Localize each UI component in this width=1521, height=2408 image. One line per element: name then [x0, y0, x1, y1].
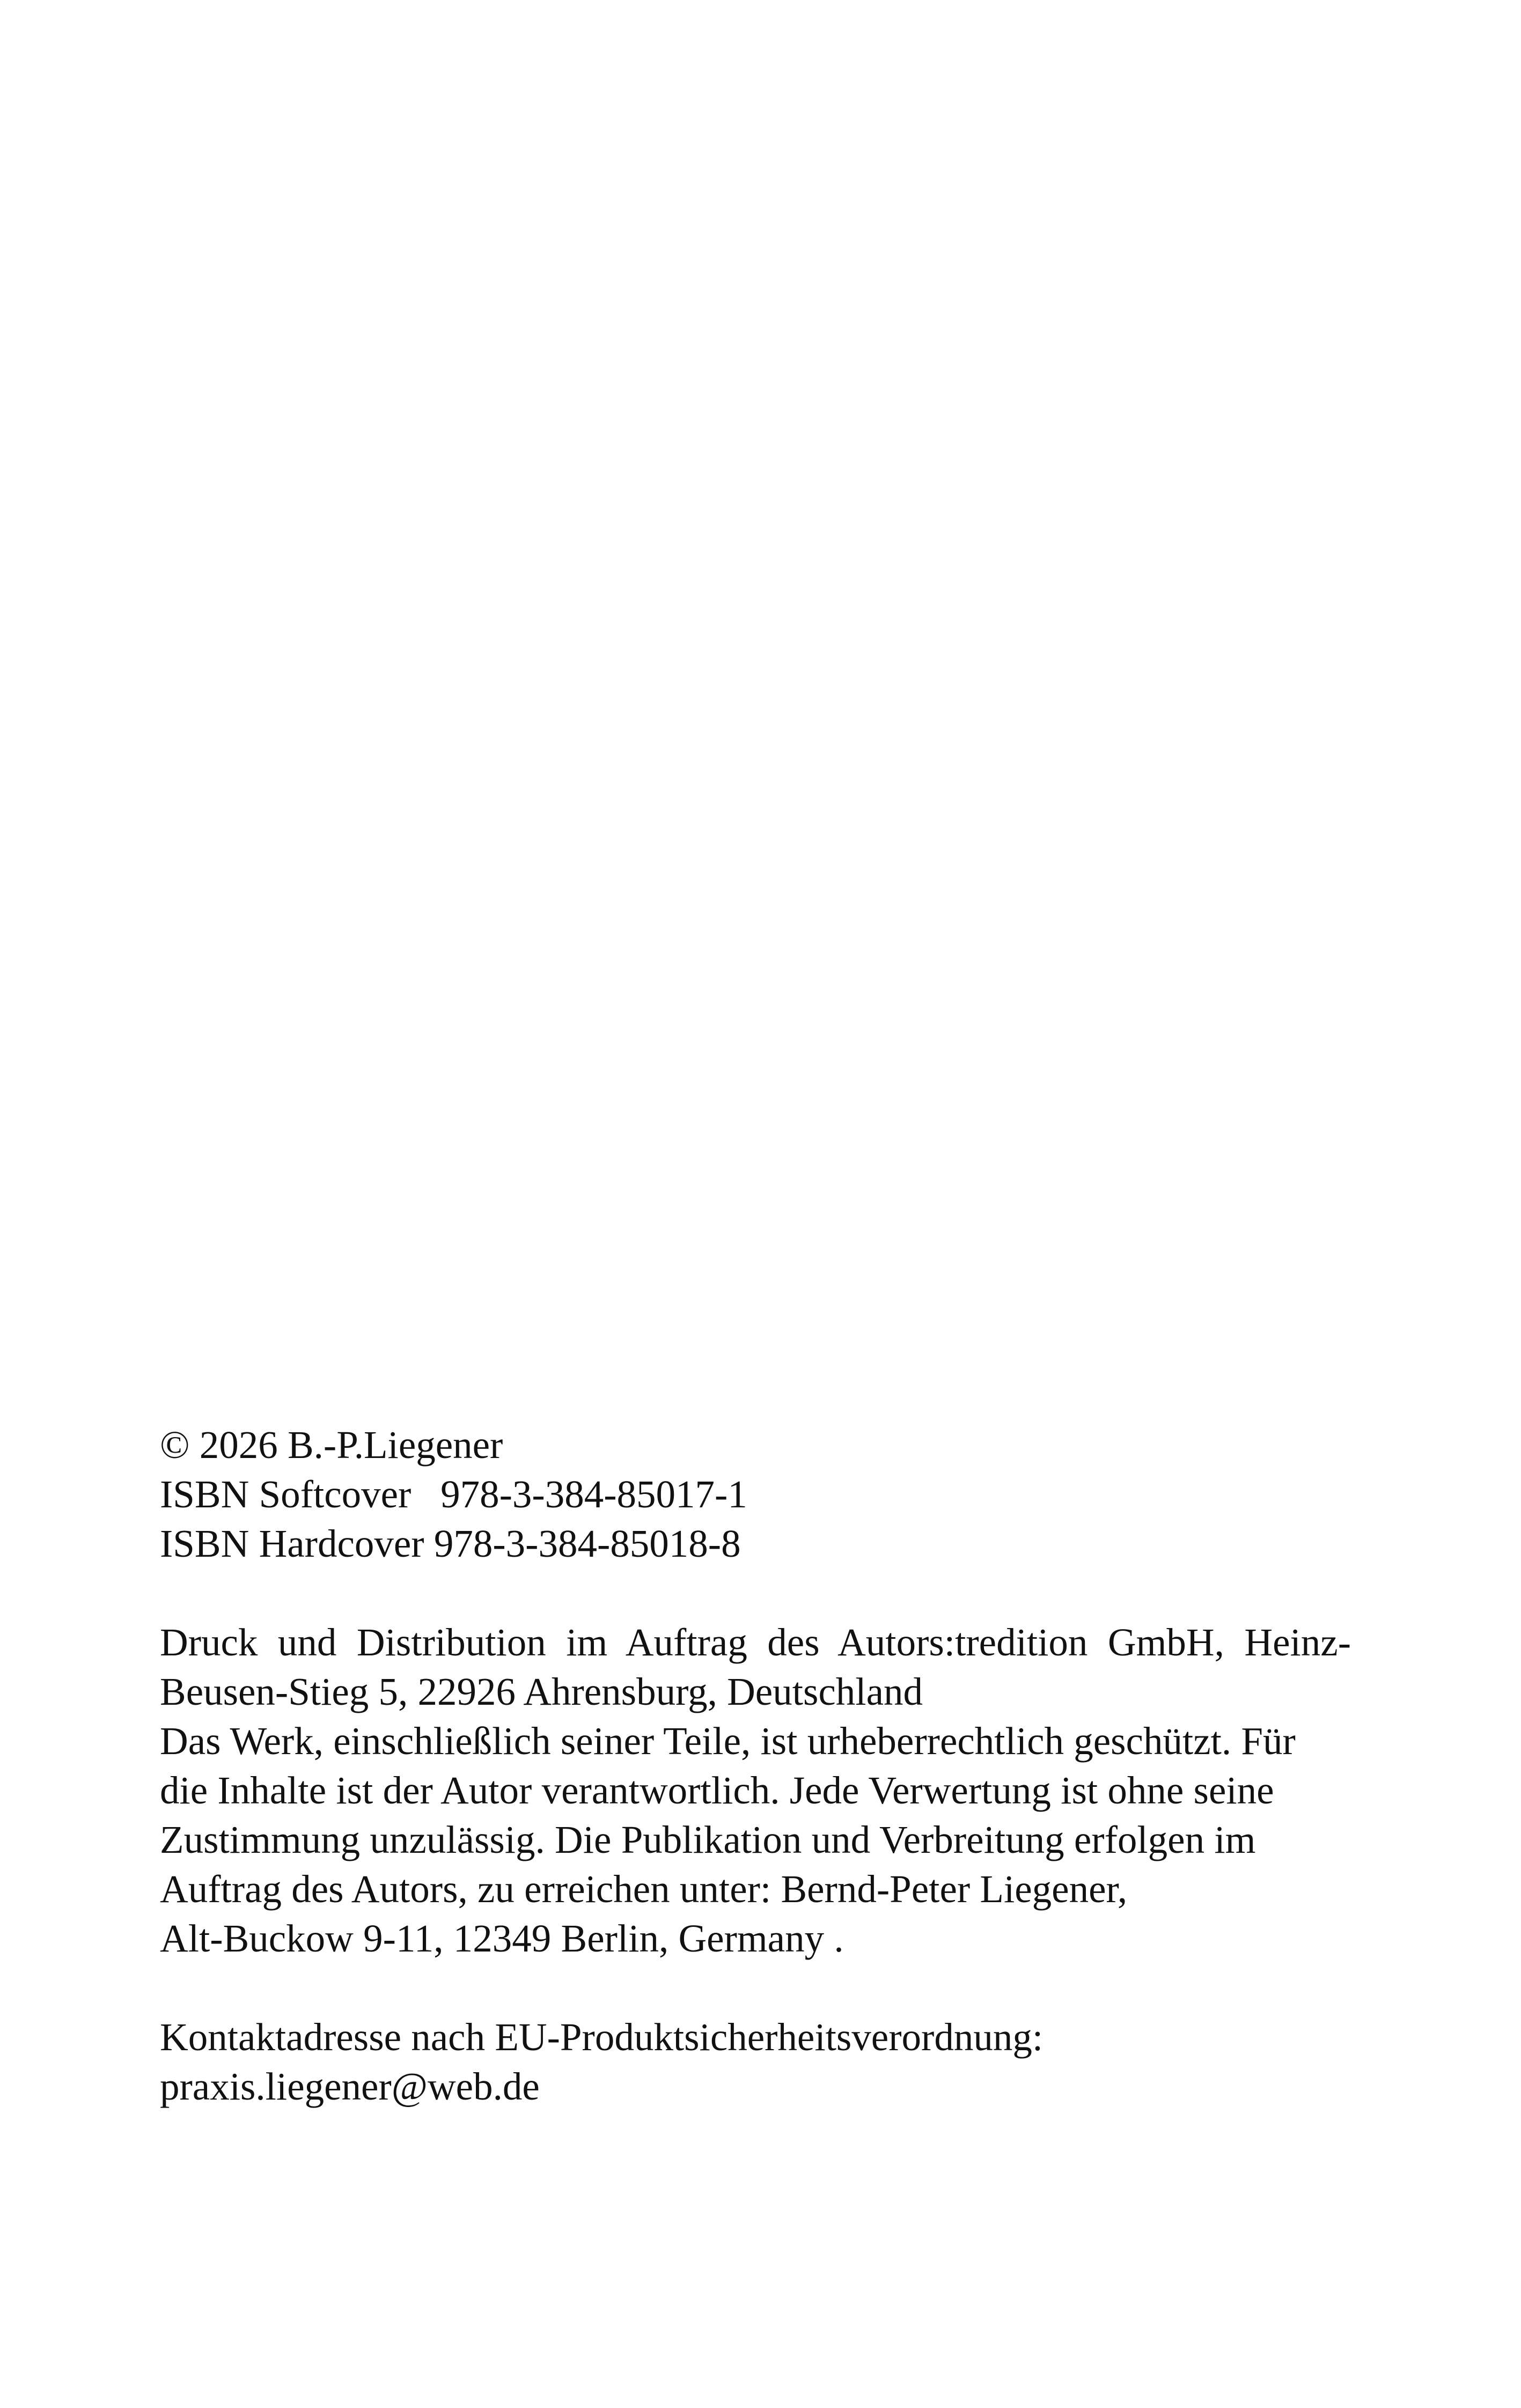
- rights-line-1: Das Werk, einschließlich seiner Teile, ist urheberrechtlich geschützt. Für: [160, 1719, 1296, 1763]
- distribution-line-2: Beusen-Stieg 5, 22926 Ahrensburg, Deutschland: [160, 1670, 923, 1713]
- contact-label: Kontaktadresse nach EU-Produktsicherheitsverordnung:: [160, 2015, 1044, 2059]
- rights-line-2: die Inhalte ist der Autor verantwortlich. Jede Verwertung ist ohne seine: [160, 1769, 1274, 1812]
- imprint-block: [160, 1420, 1351, 2111]
- paragraph-gap: [160, 1568, 1351, 1618]
- copyright-line: © 2026 B.-P.Liegener: [160, 1423, 503, 1467]
- isbn-hardcover: ISBN Hardcover 978-3-384-85018-8: [160, 1522, 741, 1565]
- distribution-line-1: Druck und Distribution im Auftrag des Autors:tredition GmbH, Heinz-: [160, 1621, 1351, 1664]
- author-address: Alt-Buckow 9-11, 12349 Berlin, Germany .: [160, 1917, 844, 1960]
- paragraph-gap: [160, 1963, 1351, 2013]
- rights-line-4: Auftrag des Autors, zu erreichen unter: Bernd-Peter Liegener,: [160, 1867, 1128, 1911]
- contact-email: praxis.liegener@web.de: [160, 2065, 540, 2108]
- isbn-softcover: ISBN Softcover 978-3-384-85017-1: [160, 1472, 747, 1516]
- rights-line-3: Zustimmung unzulässig. Die Publikation und Verbreitung erfolgen im: [160, 1818, 1256, 1861]
